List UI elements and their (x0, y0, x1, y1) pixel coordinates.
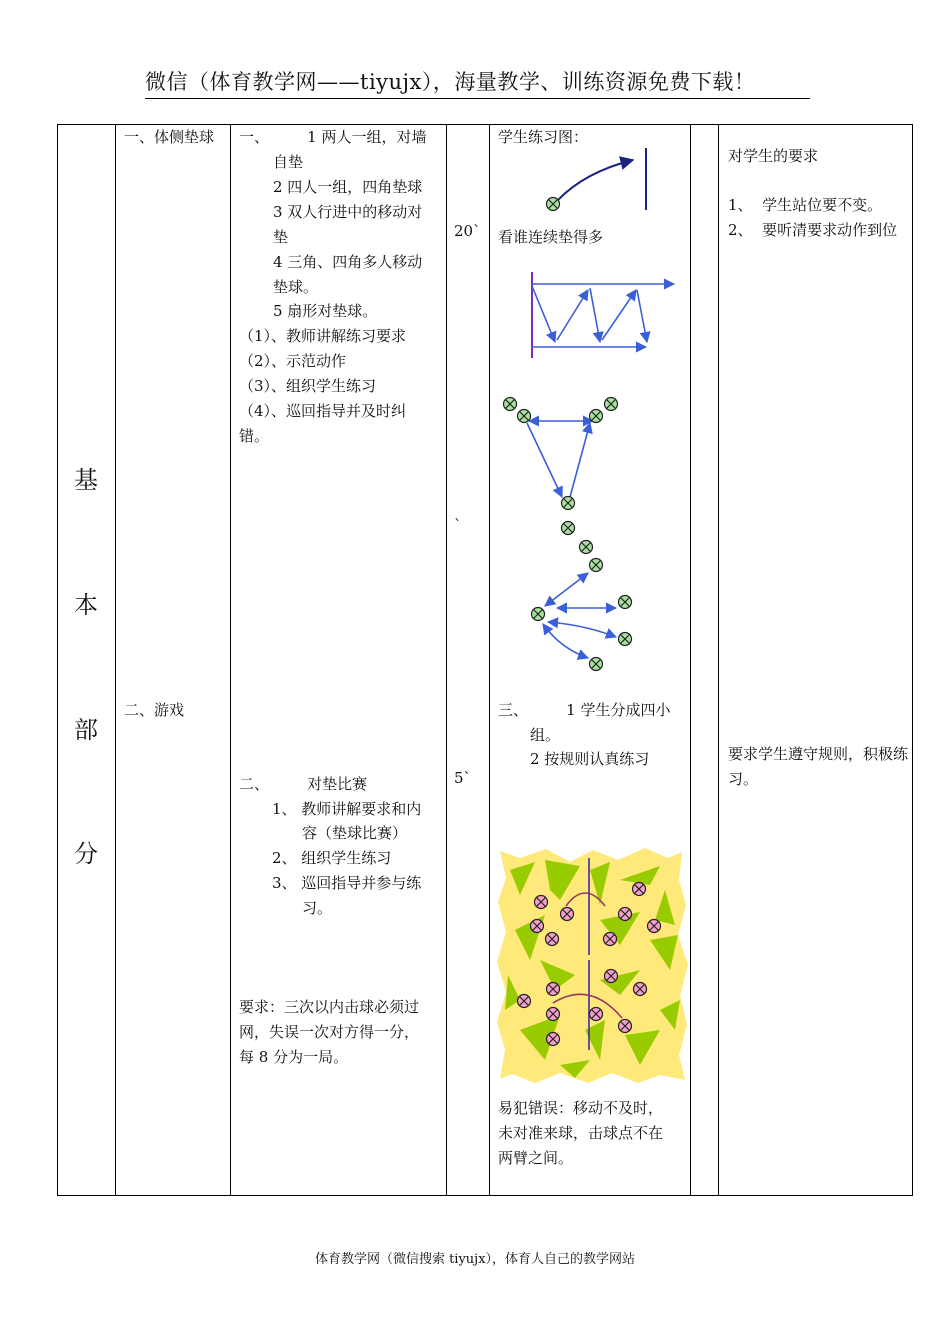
step-line: （3）、组织学生练习 (239, 377, 377, 395)
topic-game: 二、游戏 (124, 701, 185, 719)
moving-pass-diagram (532, 272, 674, 358)
time-label: 20` (454, 222, 481, 240)
wall-drill-diagram (547, 148, 647, 211)
pass-arrow (548, 622, 616, 637)
player-icon (518, 410, 531, 423)
step-line: 2 四人一组，四角垫球 (273, 178, 423, 196)
requirement-item: 2、 要听清要求动作到位 (728, 221, 898, 239)
player-icon (580, 541, 593, 554)
player-icon (605, 398, 618, 411)
game-court-diagram (497, 848, 688, 1083)
player-icon (531, 920, 544, 933)
player-icon (535, 896, 548, 909)
section-char: 部 (74, 716, 98, 744)
player-icon (634, 983, 647, 996)
ball-path-arrow (558, 160, 633, 200)
section-char: 基 (74, 466, 98, 494)
step-line: 容（垫球比赛） (302, 824, 408, 842)
player-icon (518, 995, 531, 1008)
diagram-caption: 看谁连续垫得多 (498, 228, 604, 246)
pass-arrow (545, 573, 588, 606)
player-icon (590, 559, 603, 572)
step-line: （2）、示范动作 (239, 352, 347, 370)
player-icon (605, 970, 618, 983)
time-label: 5` (454, 769, 472, 787)
requirement-rule: 习。 (728, 770, 759, 788)
step-line: 3 双人行进中的移动对 (273, 203, 423, 221)
page-footer: 体育教学网（微信搜索 tiyujx），体育人自己的教学网站 (314, 1252, 636, 1267)
player-icon (562, 497, 575, 510)
error-line: 两臂之间。 (498, 1149, 574, 1167)
court-background (497, 848, 688, 1083)
pass-arrow (527, 423, 562, 497)
rule-line: 要求：三次以内击球必须过 (239, 998, 420, 1016)
rule-line: 网，失误一次对方得一分， (239, 1023, 420, 1041)
player-icon (547, 1008, 560, 1021)
pass-arrow (590, 288, 600, 342)
player-icon (547, 983, 560, 996)
pass-arrow (532, 286, 555, 342)
step-line: （4）、巡回指导并及时纠 (239, 402, 407, 420)
requirement-rule: 要求学生遵守规则，积极练 (728, 745, 909, 763)
pass-arrow (570, 423, 590, 497)
player-icon (648, 920, 661, 933)
step-line: 1、 教师讲解要求和内 (272, 800, 422, 818)
player-icon (561, 908, 574, 921)
step-line: 自垫 (273, 153, 304, 171)
step-line: 一、 1 两人一组，对墙 (239, 128, 427, 146)
triangle-pass-diagram (504, 398, 618, 510)
page-header: 微信（体育教学网——tiyujx），海量教学、训练资源免费下载！ (145, 66, 810, 99)
player-icon (547, 1033, 560, 1046)
step-line: 垫球。 (273, 278, 319, 296)
step-line: 4 三角、四角多人移动 (273, 253, 423, 271)
pass-arrow (557, 290, 588, 340)
section-char: 分 (74, 840, 98, 868)
pass-arrow (543, 624, 588, 658)
step-line: 垫 (273, 228, 289, 246)
game-line: 组。 (530, 726, 561, 744)
player-icon (604, 933, 617, 946)
player-icon (532, 608, 545, 621)
error-line: 易犯错误：移动不及时， (498, 1099, 664, 1117)
player-icon (504, 398, 517, 411)
error-line: 未对准来球，击球点不在 (498, 1124, 664, 1142)
step-line: 习。 (302, 899, 333, 917)
player-icon (619, 1020, 632, 1033)
player-icon (590, 1008, 603, 1021)
player-icon (562, 522, 575, 535)
step-line: 2、 组织学生练习 (272, 849, 392, 867)
section-char: 本 (74, 591, 98, 619)
step-line: 5 扇形对垫球。 (273, 302, 378, 320)
step-line: 错。 (239, 427, 270, 445)
requirement-item: 1、 学生站位要不变。 (728, 196, 883, 214)
player-icon (590, 410, 603, 423)
fan-pass-diagram (532, 522, 632, 671)
player-icon (619, 908, 632, 921)
player-icon (590, 658, 603, 671)
topic-volleyball: 一、体侧垫球 (124, 128, 215, 146)
player-icon (619, 633, 632, 646)
step-line: 3、 巡回指导并参与练 (272, 874, 422, 892)
step-line: 二、 对垫比赛 (239, 775, 368, 793)
game-line: 三、 1 学生分成四小 (498, 701, 671, 719)
player-icon (547, 198, 560, 211)
player-icon (546, 933, 559, 946)
pass-arrow (602, 290, 636, 340)
player-icon (619, 596, 632, 609)
diagram-caption: 学生练习图： (498, 128, 589, 146)
rule-line: 每 8 分为一局。 (239, 1048, 349, 1066)
step-line: （1）、教师讲解练习要求 (239, 327, 407, 345)
game-line: 2 按规则认真练习 (530, 750, 650, 768)
requirements-title: 对学生的要求 (728, 147, 819, 165)
time-mark: ` (454, 516, 462, 534)
player-icon (633, 883, 646, 896)
pass-arrow (637, 290, 647, 342)
